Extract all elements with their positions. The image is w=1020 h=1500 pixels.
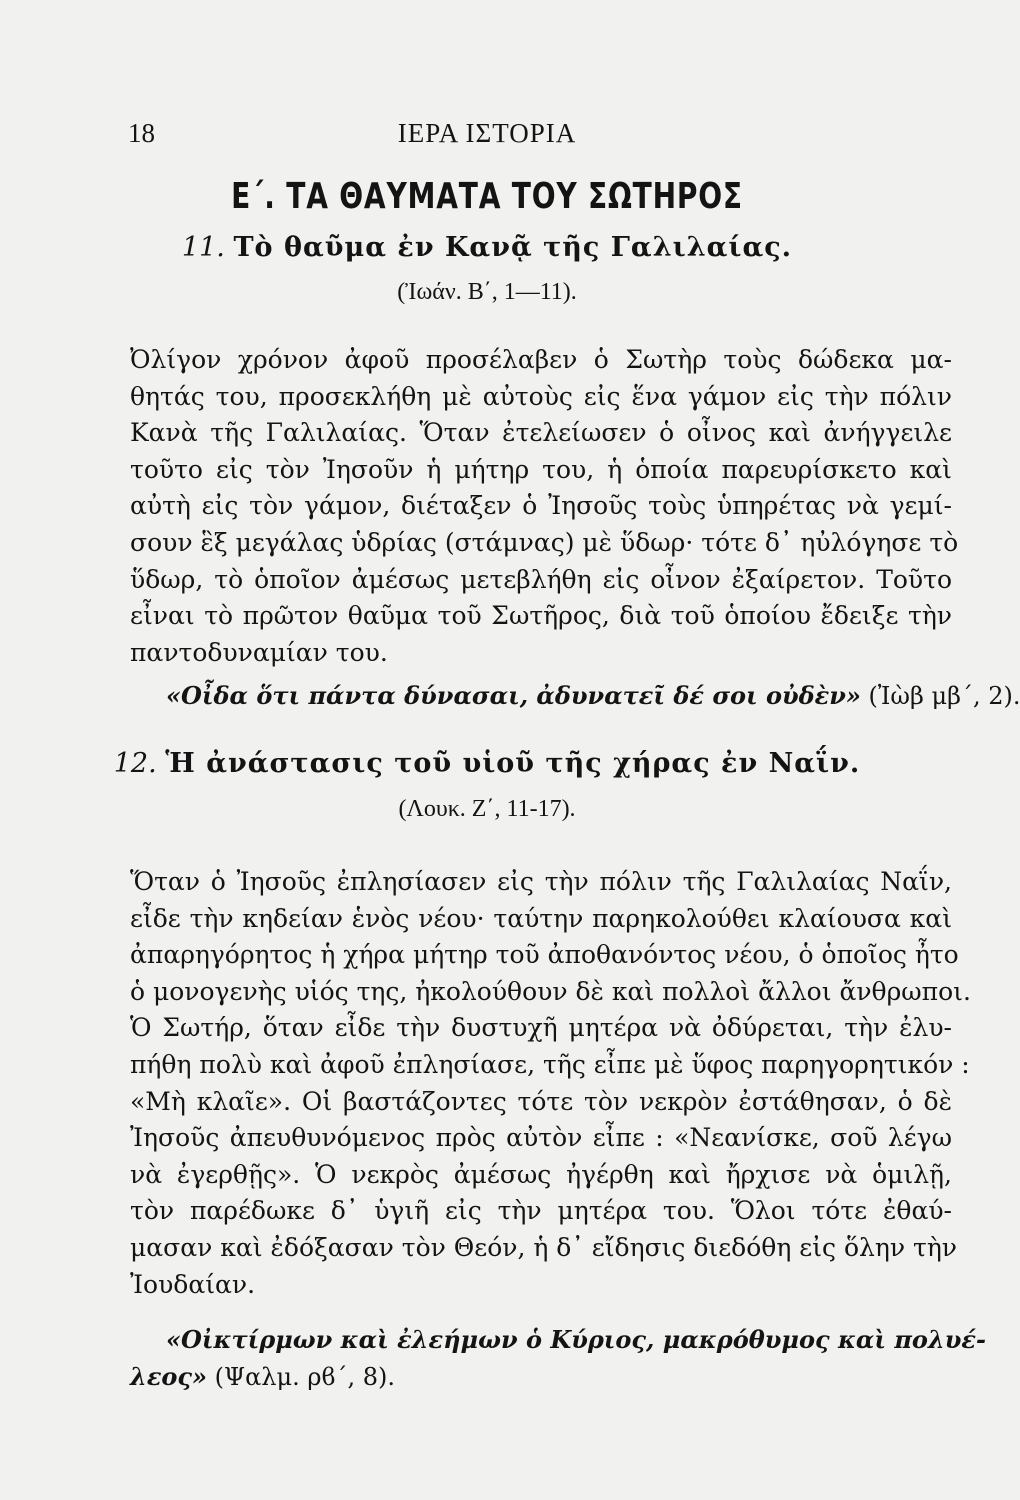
text-line: Ὅταν ὁ Ἰησοῦς ἐπλησίασεν εἰς τὴν πόλιν τῆς Γαλιλαίας Ναΐν, bbox=[130, 867, 952, 896]
text-line: θητάς του, προσεκλήθη μὲ αὐτοὺς εἰς ἕνα γάμον εἰς τὴν πόλιν bbox=[130, 381, 952, 411]
section-number: 12. bbox=[113, 748, 157, 779]
text-line: Ἰουδαίαν. bbox=[130, 1269, 256, 1299]
text-line: εἶδε τὴν κηδείαν ἑνὸς νέου· ταύτην παρηκολούθει κλαίουσα καὶ bbox=[130, 903, 952, 933]
quote-line bbox=[130, 1322, 986, 1359]
text-line: ἀπαρηγόρητος ἡ χήρα μήτηρ τοῦ ἀποθανόντος νέου, ὁ ὁποῖος ἦτο bbox=[130, 940, 959, 970]
text-line: νὰ ἐγερθῇς». Ὁ νεκρὸς ἀμέσως ἠγέρθη καὶ ἤρχισε νὰ ὁμιλῇ, bbox=[130, 1159, 952, 1189]
quote-line bbox=[130, 1359, 952, 1396]
text-line: σουν ἓξ μεγάλας ὑδρίας (στάμνας) μὲ ὕδωρ· τότε δ᾽ ηὐλόγησε τὸ bbox=[130, 527, 959, 557]
section-title: Τὸ θαῦμα ἐν Κανᾷ τῆς Γαλιλαίας. bbox=[233, 232, 793, 263]
quote-text: «Οἰκτίρμων καὶ ἐλεήμων ὁ Κύριος, μακρόθυμος καὶ πολυέ- bbox=[166, 1325, 986, 1354]
chapter-title: Ε΄. ΤΑ ΘΑΥΜΑΤΑ ΤΟΥ ΣΩΤΗΡΟΣ bbox=[231, 176, 743, 217]
text-line: Κανὰ τῆς Γαλιλαίας. Ὅταν ἐτελείωσεν ὁ οἶνος καὶ ἀνήγγειλε bbox=[130, 418, 952, 448]
quote-text: «Οἶδα ὅτι πάντα δύνασαι, ἀδυνατεῖ δέ σοι οὐδὲν» bbox=[166, 681, 861, 710]
section-heading-11 bbox=[0, 232, 974, 263]
page-number: 18 bbox=[128, 118, 155, 148]
scripture-quote-12 bbox=[130, 1322, 986, 1395]
text-line: «Μὴ κλαῖε». Οἱ βαστάζοντες τότε τὸν νεκρὸν ἐστάθησαν, ὁ δὲ bbox=[130, 1086, 952, 1116]
text-line: ὁ μονογενὴς υἱός της, ἠκολούθουν δὲ καὶ πολλοὶ ἄλλοι ἄνθρωποι. bbox=[130, 976, 971, 1006]
section-body-12 bbox=[130, 864, 971, 1303]
quote-line bbox=[166, 678, 1020, 715]
section-body-11 bbox=[130, 342, 959, 671]
section-number: 11. bbox=[181, 232, 225, 263]
quote-source: (Ψαλμ. ρϐ΄, 8). bbox=[207, 1362, 395, 1391]
section-title: Ἡ ἀνάστασις τοῦ υἱοῦ τῆς χήρας ἐν Ναΐν. bbox=[165, 748, 861, 779]
quote-source: (Ἰὼβ μβ΄, 2). bbox=[860, 682, 1020, 710]
text-line: τοῦτο εἰς τὸν Ἰησοῦν ἡ μήτηρ του, ἡ ὁποία παρευρίσκετο καὶ bbox=[130, 454, 952, 484]
section-reference: (Ἰωάν. Β΄, 1—11). bbox=[397, 279, 577, 305]
text-line: ὕδωρ, τὸ ὁποῖον ἀμέσως μετεβλήθη εἰς οἶνον ἐξαίρετον. Τοῦτο bbox=[130, 564, 952, 594]
text-line: τὸν παρέδωκε δ᾽ ὑγιῆ εἰς τὴν μητέρα του. Ὅλοι τότε ἐθαύ- bbox=[130, 1196, 952, 1226]
text-line: Ἰησοῦς ἀπευθυνόμενος πρὸς αὐτὸν εἶπε : «Νεανίσκε, σοῦ λέγω bbox=[130, 1123, 952, 1153]
running-title: ΙΕΡΑ ΙΣΤΟΡΙΑ bbox=[397, 118, 577, 148]
page-header bbox=[0, 118, 974, 154]
section-reference: (Λουκ. Ζ΄, 11-17). bbox=[398, 796, 576, 822]
scripture-quote-11 bbox=[166, 678, 1020, 715]
section-heading-12 bbox=[0, 748, 974, 779]
text-line: Ὀλίγον χρόνον ἀφοῦ προσέλαβεν ὁ Σωτὴρ τοὺς δώδεκα μα- bbox=[130, 345, 952, 374]
text-line: Ὁ Σωτήρ, ὅταν εἶδε τὴν δυστυχῆ μητέρα νὰ ὀδύρεται, τὴν ἐλυ- bbox=[130, 1013, 952, 1043]
text-line: παντοδυναμίαν του. bbox=[130, 637, 388, 667]
text-line: μασαν καὶ ἐδόξασαν τὸν Θεόν, ἡ δ᾽ εἴδησις διεδόθη εἰς ὅλην τὴν bbox=[130, 1232, 957, 1262]
text-line: πήθη πολὺ καὶ ἀφοῦ ἐπλησίασε, τῆς εἶπε μὲ ὕφος παρηγορητικόν : bbox=[130, 1049, 970, 1079]
text-line: αὐτὴ εἰς τὸν γάμον, διέταξεν ὁ Ἰησοῦς τοὺς ὑπηρέτας νὰ γεμί- bbox=[130, 491, 952, 521]
text-line: εἶναι τὸ πρῶτον θαῦμα τοῦ Σωτῆρος, διὰ τοῦ ὁποίου ἔδειξε τὴν bbox=[130, 601, 952, 631]
quote-text: λεος» bbox=[130, 1361, 208, 1391]
